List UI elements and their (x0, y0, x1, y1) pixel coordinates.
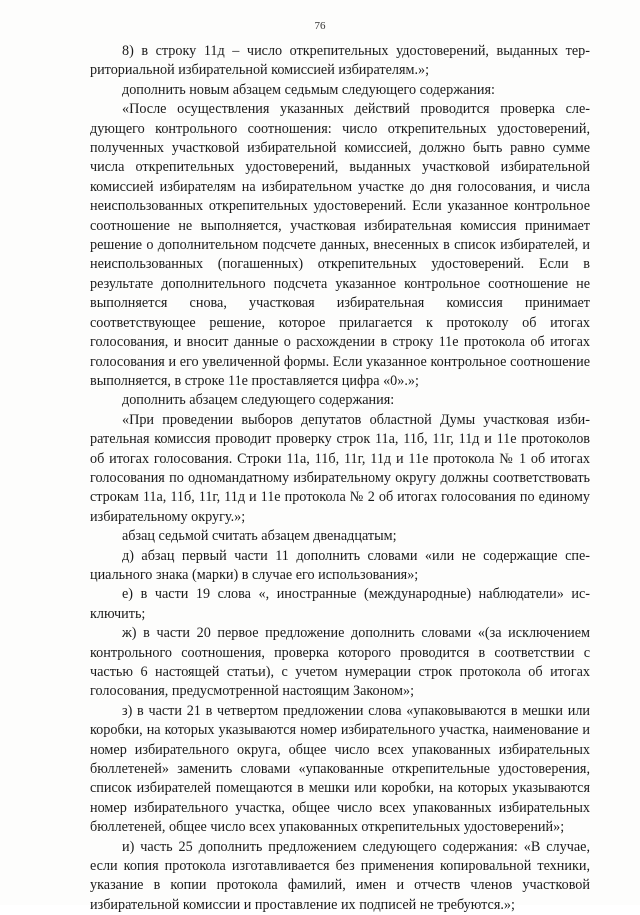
document-body (90, 42, 590, 915)
paragraph-10: з) в части 21 в четвертом предложении слова «упаковываются в мешки или коробки, на которых указываются номер избирательного участка, наименование и номер избирательного округа, общее число всех упакованных избирательных бюллетеней» заменить словами «упакованные открепительные удостоверения, список избирателей помещаются в мешки или коробки, на которых указываются номер избирательного участка, общее число всех упакованных избирательных бюллетеней, общее число всех упакованных открепительных удостоверений»; (90, 702, 590, 836)
paragraph-9: ж) в части 20 первое предложение дополнить словами «(за исключением контрольного соотношения, проверка которого проводится в соответствии с частью 6 настоящей статьи), с учетом нумерации строк протокола об итогах голосования, предусмотренной настоящим Законом»; (90, 625, 590, 700)
page-number: 76 (314, 20, 326, 32)
paragraph-8: е) в части 19 слова «, иностранные (международные) наблюдатели» исключить; (90, 586, 590, 622)
paragraph-3: «После осуществления указанных действий проводится проверка следующего контрольного соотношения: число открепительных удостоверений, полученных участковой избирательной комиссией, должно быть равно сумме числа открепительных удостоверений, выданных участковой избирательной комиссией избирателям на избирательном участке до дня голосования, и числа неиспользованных открепительных удостоверений. Если указанное контрольное соотношение не выполняется, участковая избирательная комиссия принимает решение о дополнительном подсчете данных, внесенных в список избирателей, и неиспользованных (погашенных) открепительных удостоверений. Если в результате дополнительного подсчета указанное контрольное соотношение не выполняется снова, участковая избирательная комиссия принимает соответствующее решение, которое прилагается к протоколу об итогах голосования, и вносит данные о расхождении в строку 11е протокола об итогах голосования и его увеличенной формы. Если указанное контрольное соотношение выполняется, в строке 11е проставляется цифра «0».»; (90, 101, 590, 389)
paragraph-1: 8) в строку 11д – число открепительных удостоверений, выданных территориальной избирательной комиссией избирателям.»; (90, 43, 590, 79)
paragraph-5: «При проведении выборов депутатов областной Думы участковая избирательная комиссия проводит проверку строк 11а, 11б, 11г, 11д и 11е протоколов об итогах голосования. Строки 11а, 11б, 11г, 11д и 11е протокола № 1 об итогах голосования по одномандатному избирательному округу должны соответствовать строкам 11а, 11б, 11г, 11д и 11е протокола № 2 об итогах голосования по единому избирательному округу.»; (90, 411, 590, 525)
paragraph-7: д) абзац первый части 11 дополнить словами «или не содержащие специального знака (марки) в случае его использования»; (90, 547, 590, 583)
paragraph-11: и) часть 25 дополнить предложением следующего содержания: «В случае, если копия протокола изготавливается без применения копировальной техники, указание в копии протокола фамилий, имен и отчеств членов участковой избирательной комиссии и проставление их подписей не требуются.»; (90, 838, 590, 913)
paragraph-4: дополнить абзацем следующего содержания: (122, 392, 395, 409)
paragraph-6: абзац седьмой считать абзацем двенадцатым; (122, 528, 397, 545)
paragraph-2: дополнить новым абзацем седьмым следующего содержания: (122, 81, 495, 98)
